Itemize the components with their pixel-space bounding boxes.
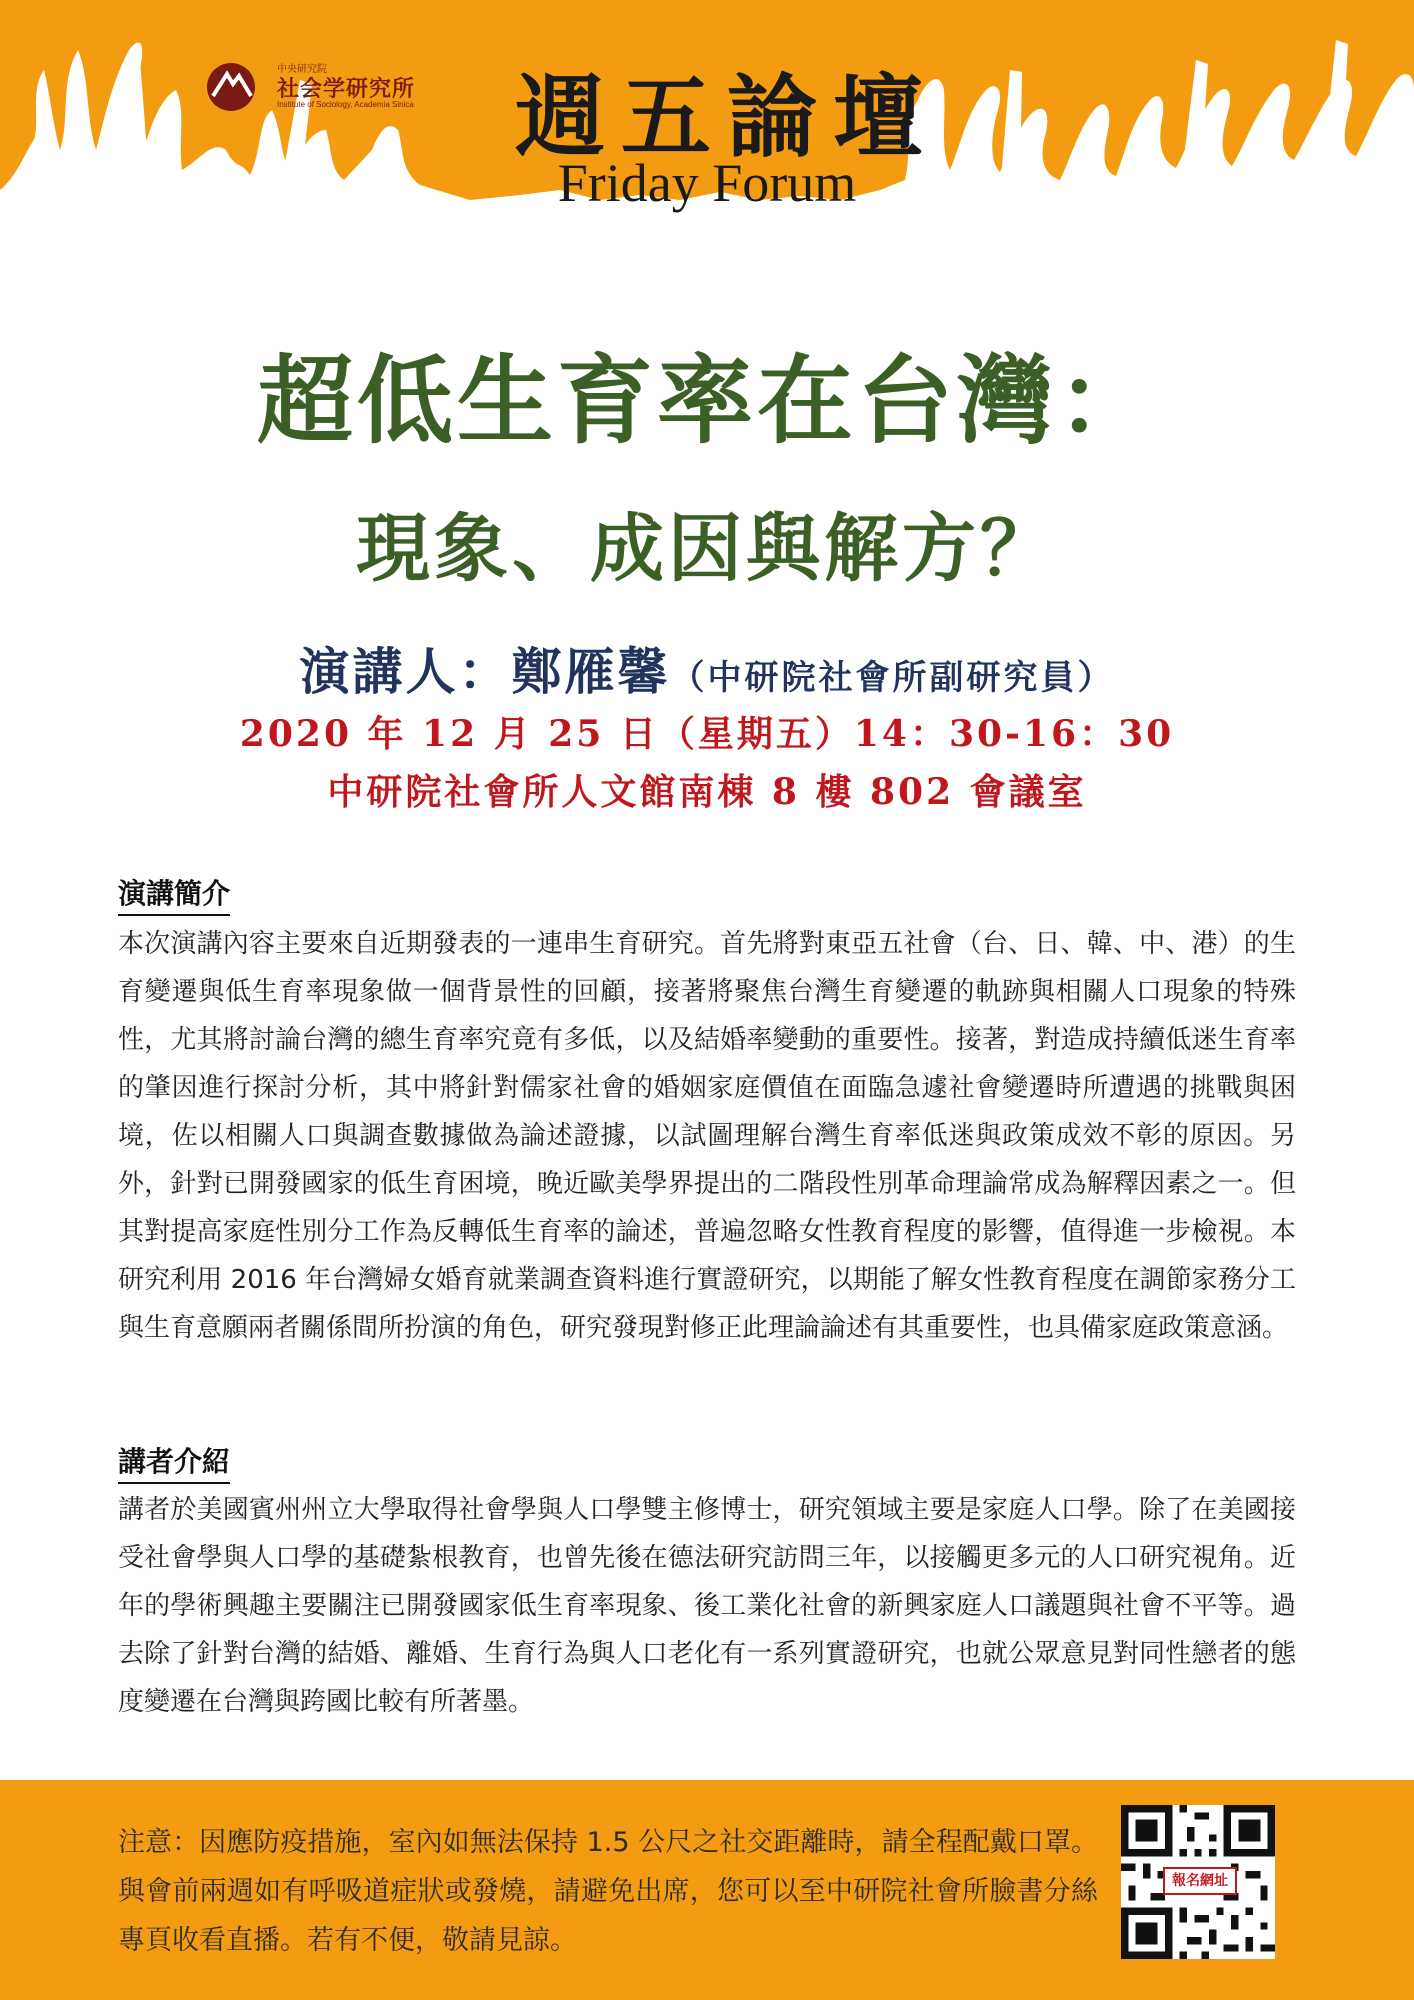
speaker-name: 演講人：鄭雁馨 [299,642,671,701]
bio-heading: 講者介紹 [118,1440,230,1484]
logo-english-name: Institute of Sociology, Academia Sinica [277,100,414,109]
talk-title-line2: 現象、成因與解方？ [356,506,1058,592]
event-datetime: 2020 年 12 月 25 日（星期五）14：30-16：30 [239,713,1175,755]
forum-title-english: Friday Forum [557,153,857,213]
speaker-line [0,632,1414,704]
logo-institute-name: 社会学研究所 [277,76,416,102]
talk-title-line1: 超低生育率在台灣： [257,345,1157,457]
forum-title-chinese: 週五論壇 [515,64,939,170]
logo-small-text: 中央研究院 [277,64,327,75]
qr-code-icon[interactable] [1121,1805,1275,1959]
bio-paragraph: 講者於美國賓州州立大學取得社會學與人口學雙主修博士，研究領域主要是家庭人口學。除了在美國接受社會學與人口學的基礎紮根教育，也曾先後在德法研究訪問三年，以接觸更多元的人口研究視角。近年的學術興趣主要關注已開發國家低生育率現象、後工業化社會的新興家庭人口議題與社會不平等。過去除了針對台灣的結婚、離婚、生育行為與人口老化有一系列實證研究，也就公眾意見對同性戀者的態度變遷在台灣與跨國比較有所著墨。 [118,1495,1296,1717]
intro-paragraph: 本次演講內容主要來自近期發表的一連串生育研究。首先將對東亞五社會（台、日、韓、中、港）的生育變遷與低生育率現象做一個背景性的回顧，接著將聚焦台灣生育變遷的軌跡與相關人口現象的特殊性，尤其將討論台灣的總生育率究竟有多低，以及結婚率變動的重要性。接著，對造成持續低迷生育率的肇因進行探討分析，其中將針對儒家社會的婚姻家庭價值在面臨急遽社會變遷時所遭遇的挑戰與困境，佐以相關人口與調查數據做為論述證據，以試圖理解台灣生育率低迷與政策成效不彰的原因。另外，針對已開發國家的低生育困境，晚近歐美學界提出的二階段性別革命理論常成為解釋因素之一。但其對提高家庭性別分工作為反轉低生育率的論述，普遍忽略女性教育程度的影響，值得進一步檢視。本研究利用 2016 年台灣婦女婚育就業調查資料進行實證研究，以期能了解女性教育程度在調節家務分工與生育意願兩者關係間所扮演的角色，研究發現對修正此理論論述有其重要性，也具備家庭政策意涵。 [118,929,1296,1343]
intro-heading: 演講簡介 [118,872,230,916]
footer-notice-bar [0,1780,1414,2000]
event-venue: 中研院社會所人文館南棟 8 樓 802 會議室 [327,771,1087,813]
speaker-affiliation: （中研院社會所副研究員） [670,658,1115,698]
covid-notice: 注意：因應防疫措施，室內如無法保持 1.5 公尺之社交距離時，請全程配戴口罩。與會前兩週如有呼吸道症狀或發燒，請避免出席，您可以至中研院社會所臉書分絲專頁收看直播。若有不便，敬請見諒。 [118,1827,1098,1956]
qr-label: 報名網址 [1163,1867,1237,1895]
header-banner [0,0,1414,300]
